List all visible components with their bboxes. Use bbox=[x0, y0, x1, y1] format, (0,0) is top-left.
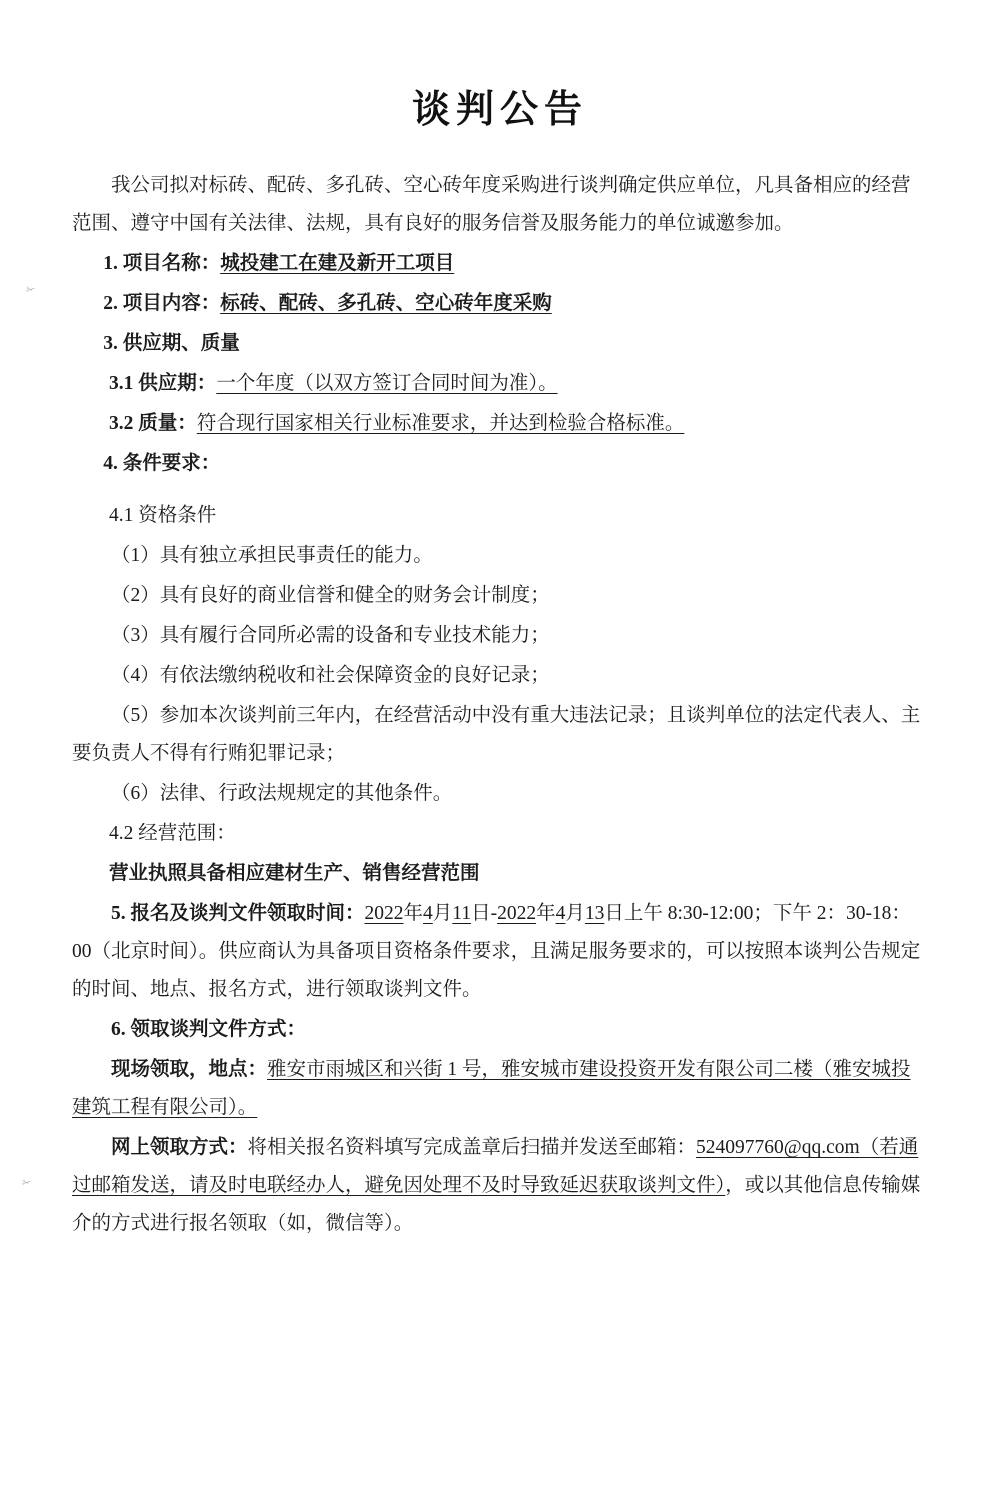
item-3-1-label: 3.1 供应期： bbox=[109, 373, 217, 395]
online-pickup-email: 524097760@qq.com bbox=[696, 1137, 860, 1159]
unit-month-1: 月 bbox=[432, 903, 453, 925]
item-5-time-text: 日上午 8:30-12:00；下午 2：30-18：00（北京时间）。供应商认为具备项目资格条件要求，且满足服务要求的，可以按照本谈判公告规定的时间、地点、报名方式，进行领取谈判文件。 bbox=[72, 903, 921, 1001]
item-3-2-value: 符合现行国家相关行业标准要求，并达到检验合格标准。 bbox=[196, 413, 685, 435]
intro-paragraph: 我公司拟对标砖、配砖、多孔砖、空心砖年度采购进行谈判确定供应单位，凡具备相应的经营范围、遵守中国有关法律、法规，具有良好的服务信誉及服务能力的单位诚邀参加。 bbox=[72, 175, 911, 235]
document-page bbox=[0, 78, 1000, 1492]
document-body bbox=[72, 167, 928, 1243]
item-3-1 bbox=[109, 365, 928, 403]
condition-2: （2）具有良好的商业信誉和健全的财务会计制度； bbox=[111, 585, 550, 607]
unit-year-1: 年 bbox=[403, 903, 424, 925]
item-5-year-2: 2022 bbox=[497, 903, 537, 925]
onsite-pickup-value: 雅安市雨城区和兴街 1 号，雅安城市建设投资开发有限公司二楼（雅安城投建筑工程有限公司）。 bbox=[72, 1059, 911, 1119]
condition-5: （5）参加本次谈判前三年内，在经营活动中没有重大违法记录；且谈判单位的法定代表人、主要负责人不得有行贿犯罪记录； bbox=[72, 705, 921, 765]
margin-mark-bottom: ✁ bbox=[20, 1175, 33, 1191]
margin-mark-top: ✁ bbox=[24, 282, 37, 298]
item-5-day-1: 11 bbox=[452, 903, 472, 925]
item-1 bbox=[103, 245, 928, 283]
item-3-2-label: 3.2 质量： bbox=[109, 413, 197, 435]
online-pickup-note: （若通过邮箱发送，请及时电联经办人，避免因处理不及时导致延迟获取谈判文件） bbox=[72, 1137, 919, 1197]
condition-6: （6）法律、行政法规规定的其他条件。 bbox=[111, 783, 453, 805]
condition-3: （3）具有履行合同所必需的设备和专业技术能力； bbox=[111, 625, 550, 647]
unit-year-2: 年 bbox=[536, 903, 556, 925]
condition-1: （1）具有独立承担民事责任的能力。 bbox=[111, 545, 433, 567]
item-4: 4. 条件要求： bbox=[103, 453, 221, 475]
item-3-2 bbox=[109, 405, 928, 443]
page-title: 谈判公告 bbox=[411, 89, 588, 131]
online-pickup-text-2: ，或以其他信息传输媒介的方式进行报名领取（如，微信等）。 bbox=[72, 1175, 921, 1235]
item-5-day-2: 13 bbox=[584, 903, 605, 925]
online-pickup bbox=[72, 1129, 928, 1243]
item-2 bbox=[103, 285, 928, 323]
online-pickup-text-1: 将相关报名资料填写完成盖章后扫描并发送至邮箱： bbox=[247, 1137, 697, 1159]
item-3-1-value: 一个年度（以双方签订合同时间为准）。 bbox=[216, 373, 558, 395]
onsite-pickup-label: 现场领取，地点： bbox=[111, 1059, 268, 1081]
item-5-month-2: 4 bbox=[555, 903, 566, 925]
item-5 bbox=[72, 895, 928, 1009]
item-4-1-label: 4.1 资格条件 bbox=[109, 505, 217, 527]
item-5-month-1: 4 bbox=[423, 903, 433, 925]
unit-day-1: 日- bbox=[471, 903, 498, 925]
item-1-label: 1. 项目名称： bbox=[103, 253, 221, 275]
item-1-value: 城投建工在建及新开工项目 bbox=[220, 253, 455, 275]
item-4-2-value: 营业执照具备相应建材生产、销售经营范围 bbox=[109, 863, 480, 885]
item-6-label: 6. 领取谈判文件方式： bbox=[111, 1019, 307, 1041]
online-pickup-label: 网上领取方式： bbox=[111, 1137, 248, 1159]
unit-month-2: 月 bbox=[565, 903, 585, 925]
item-5-year-1: 2022 bbox=[364, 903, 404, 925]
item-5-label: 5. 报名及谈判文件领取时间： bbox=[111, 903, 365, 925]
item-4-2-label: 4.2 经营范围： bbox=[109, 823, 236, 845]
condition-4: （4）有依法缴纳税收和社会保障资金的良好记录； bbox=[111, 665, 550, 687]
item-2-label: 2. 项目内容： bbox=[103, 293, 221, 315]
item-3: 3. 供应期、质量 bbox=[103, 333, 240, 355]
onsite-pickup bbox=[72, 1051, 928, 1127]
item-2-value: 标砖、配砖、多孔砖、空心砖年度采购 bbox=[220, 293, 552, 315]
